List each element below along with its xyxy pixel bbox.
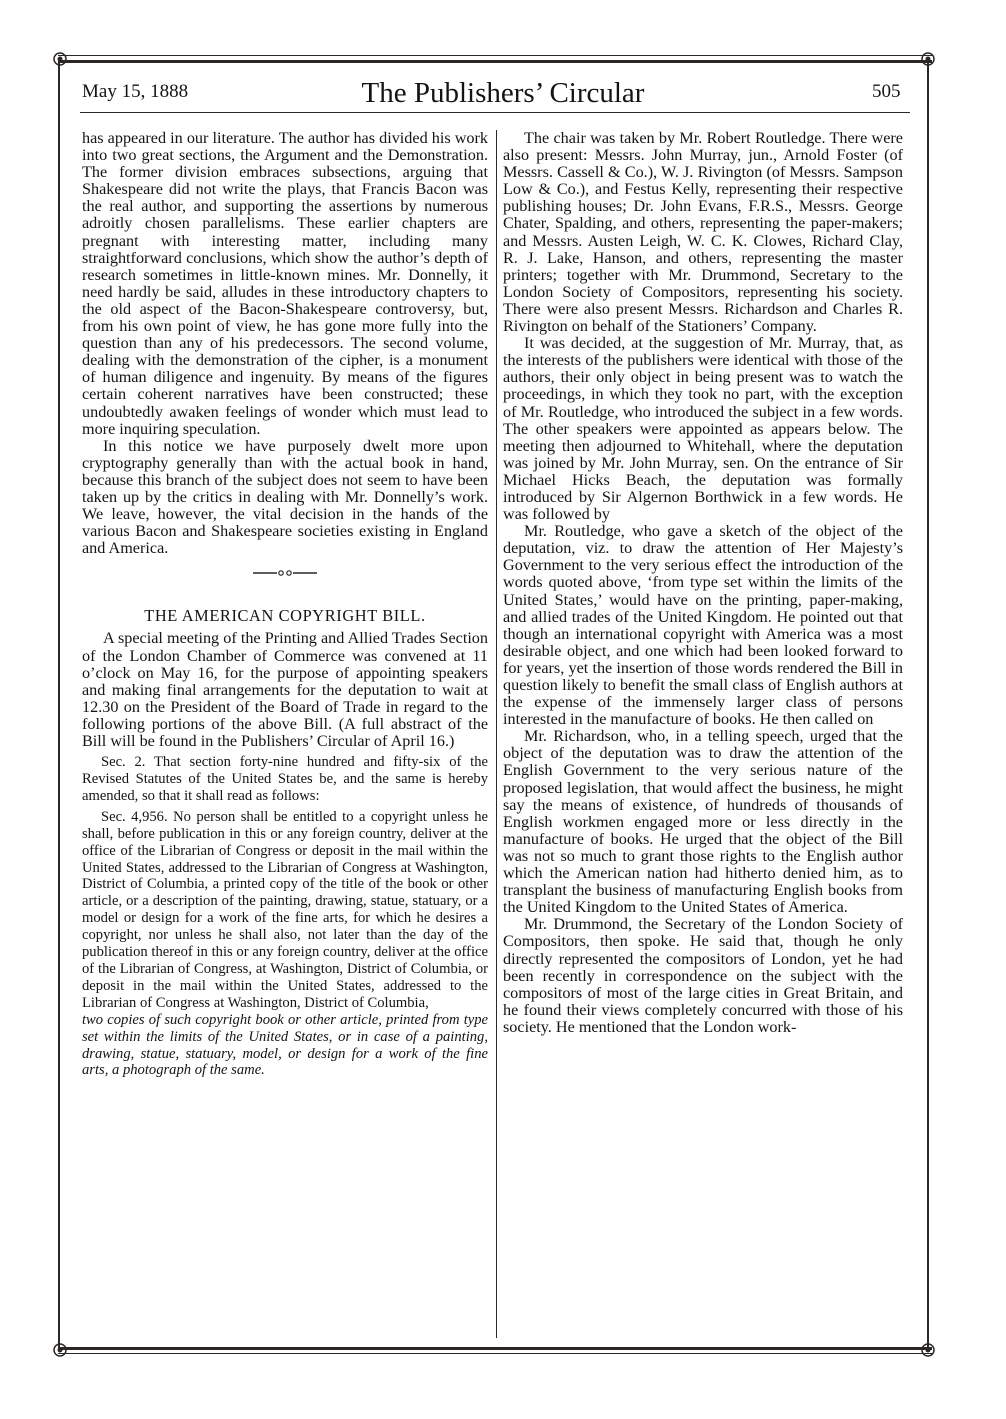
article-paragraph: The chair was taken by Mr. Robert Routledge. There were also present: Messrs. John Murray, jun., Arnold Foster (of Messrs. Cassell & Co.), W. J. Rivington (of Messrs. Sampson Low & Co.), and Festus Kelly, representing their respective publishing houses; Dr. John Evans, F.R.S., Messrs. George Chater, Spalding, and others, representing the paper-makers; and Messrs. Austen Leigh, W. C. K. Clowes, Richard Clay, R. J. Lake, Hanson, and others, representing the master printers; together with Mr. Drummond, Secretary to the London Society of Compositors, representing his society. There were also present Messrs. Richardson and Charles R. Rivington on behalf of the Stationers’ Company.: [503, 129, 903, 336]
left-column: [82, 130, 488, 1079]
column-divider: [496, 130, 497, 1338]
section-heading: THE AMERICAN COPYRIGHT BILL.: [144, 606, 426, 626]
article-paragraph: It was decided, at the suggestion of Mr. Murray, that, as the interests of the publishers were identical with those of the authors, their only object in being present was to watch the proceedings, in which they took no part, with the exception of Mr. Routledge, who introduced the subject in a few words. The other speakers were appointed as appears below. The meeting then adjourned to Whitehall, where the deputation was joined by Mr. John Murray, sen. On the entrance of Sir Michael Hicks Beach, the deputation was formally introduced by Sir Algernon Borthwick in a few words. He was followed by: [503, 334, 903, 524]
right-column: [503, 130, 903, 1036]
article-paragraph: Mr. Routledge, who gave a sketch of the object of the deputation, viz. to draw the attention of Her Majesty’s Government to the very serious effect the introduction of the words quoted above, ‘from type set within the limits of the United States,’ would have on the printing, paper-making, and allied trades of the United Kingdom. He pointed out that though an international copyright with America was a most desirable object, and one which had been looked forward to for years, yet the insertion of those words rendered the Bill in question likely to benefit the small class of English authors at the expense of the immensely larger class of persons interested in the manufacture of books. He then called on: [503, 522, 903, 729]
article-paragraph: A special meeting of the Printing and Allied Trades Section of the London Chamber of Commerce was convened at 11 o’clock on May 16, for the purpose of appointing speakers and making final arrangements for the deputation to wait at 12.30 on the President of the Board of Trade in regard to the following portions of the above Bill. (A full abstract of the Bill will be found in the Publishers’ Circular of April 16.): [82, 629, 488, 750]
corner-ornament-icon: [52, 51, 68, 67]
left-border: [58, 60, 60, 1350]
section-separator-icon: [253, 569, 317, 577]
bill-excerpt-italic: two copies of such copyright book or other article, printed from type set within the limits of the United States, or in case of a painting, drawing, statue, statuary, model, or design for a work of the fine arts, a photograph of the same.: [82, 1011, 488, 1079]
top-border-thin: [58, 55, 932, 56]
header-underline: [80, 112, 910, 113]
article-paragraph: In this notice we have purposely dwelt more upon cryptography generally than with the actual book in hand, because this branch of the subject does not seem to have been taken up by the critics in dealing with Mr. Donnelly’s work. We leave, however, the vital decision in the hands of the various Bacon and Shakespeare societies existing in England and America.: [82, 436, 488, 558]
bill-excerpt-sec4956: Sec. 4,956. No person shall be entitled to a copyright unless he shall, before publication in this or any foreign country, deliver at the office of the Librarian of Congress or deposit in the mail within the United States, addressed to the Librarian of Congress at Washington, District of Columbia, a printed copy of the title of the book or other article, or a description of the painting, drawing, statue, statuary, or a model or design for a work of the fine arts, for which he desires a copyright, nor unless he shall also, not later than the day of the publication thereof in this or any foreign country, deliver at the office of the Librarian of Congress, at Washington, District of Columbia, or deposit in the mail within the United States, addressed to the Librarian of Congress at Washington, District of Columbia,: [82, 808, 488, 1011]
top-border-thick: [58, 60, 932, 63]
bottom-border-thin: [58, 1353, 932, 1354]
issue-date: May 15, 1888: [82, 81, 189, 102]
corner-ornament-icon: [52, 1342, 68, 1358]
corner-ornament-icon: [920, 51, 936, 67]
bill-excerpt-sec2: Sec. 2. That section forty-nine hundred and fifty-six of the Revised Statutes of the United States be, and the same is hereby amended, so that it shall read as follows:: [82, 754, 488, 804]
article-paragraph: Mr. Drummond, the Secretary of the London Society of Compositors, then spoke. He said that, though he only directly represented the compositors of London, yet he had been recently in correspondence on the subject with the compositors of most of the large cities in Great Britain, and he found their views completely concurred with those of his society. He mentioned that the London work-: [503, 915, 903, 1036]
right-border: [927, 60, 929, 1350]
bottom-border-thick: [58, 1347, 932, 1350]
corner-ornament-icon: [920, 1342, 936, 1358]
page-number: 505: [872, 81, 901, 102]
publication-title: The Publishers’ Circular: [361, 77, 645, 109]
article-paragraph: Mr. Richardson, who, in a telling speech, urged that the object of the deputation was to draw the attention of the English Government to the very serious nature of the proposed legislation, that would affect the business, he might say the means of existence, of hundreds of thousands of English workmen engaged more or less directly in the manufacture of books. He urged that the object of the Bill was not so much to grant those rights to the English author which the American nation had hitherto denied him, as to transplant the business of manufacturing English books from the United Kingdom to the United States of America.: [503, 727, 903, 917]
article-paragraph: has appeared in our literature. The author has divided his work into two great sections, the Argument and the Demonstration. The former division embraces subsections, arguing that Shakespeare did not write the plays, that Francis Bacon was the real author, and supporting the assertions by numerous adroitly chosen parallelisms. These earlier chapters are pregnant with interesting matter, including many straightforward conclusions, which show the author’s depth of research sometimes in little-known mines. Mr. Donnelly, it need hardly be said, alludes in these introductory chapters to the old aspect of the Bacon-Shakespeare controversy, but, from his own point of view, he has gone more fully into the question than any of his predecessors. The second volume, dealing with the demonstration of the cipher, is a monument of human diligence and ingenuity. By means of the figures certain coherent narratives have been constructed; these undoubtedly awaken feelings of wonder which must lead to more inquiring speculation.: [82, 129, 488, 438]
